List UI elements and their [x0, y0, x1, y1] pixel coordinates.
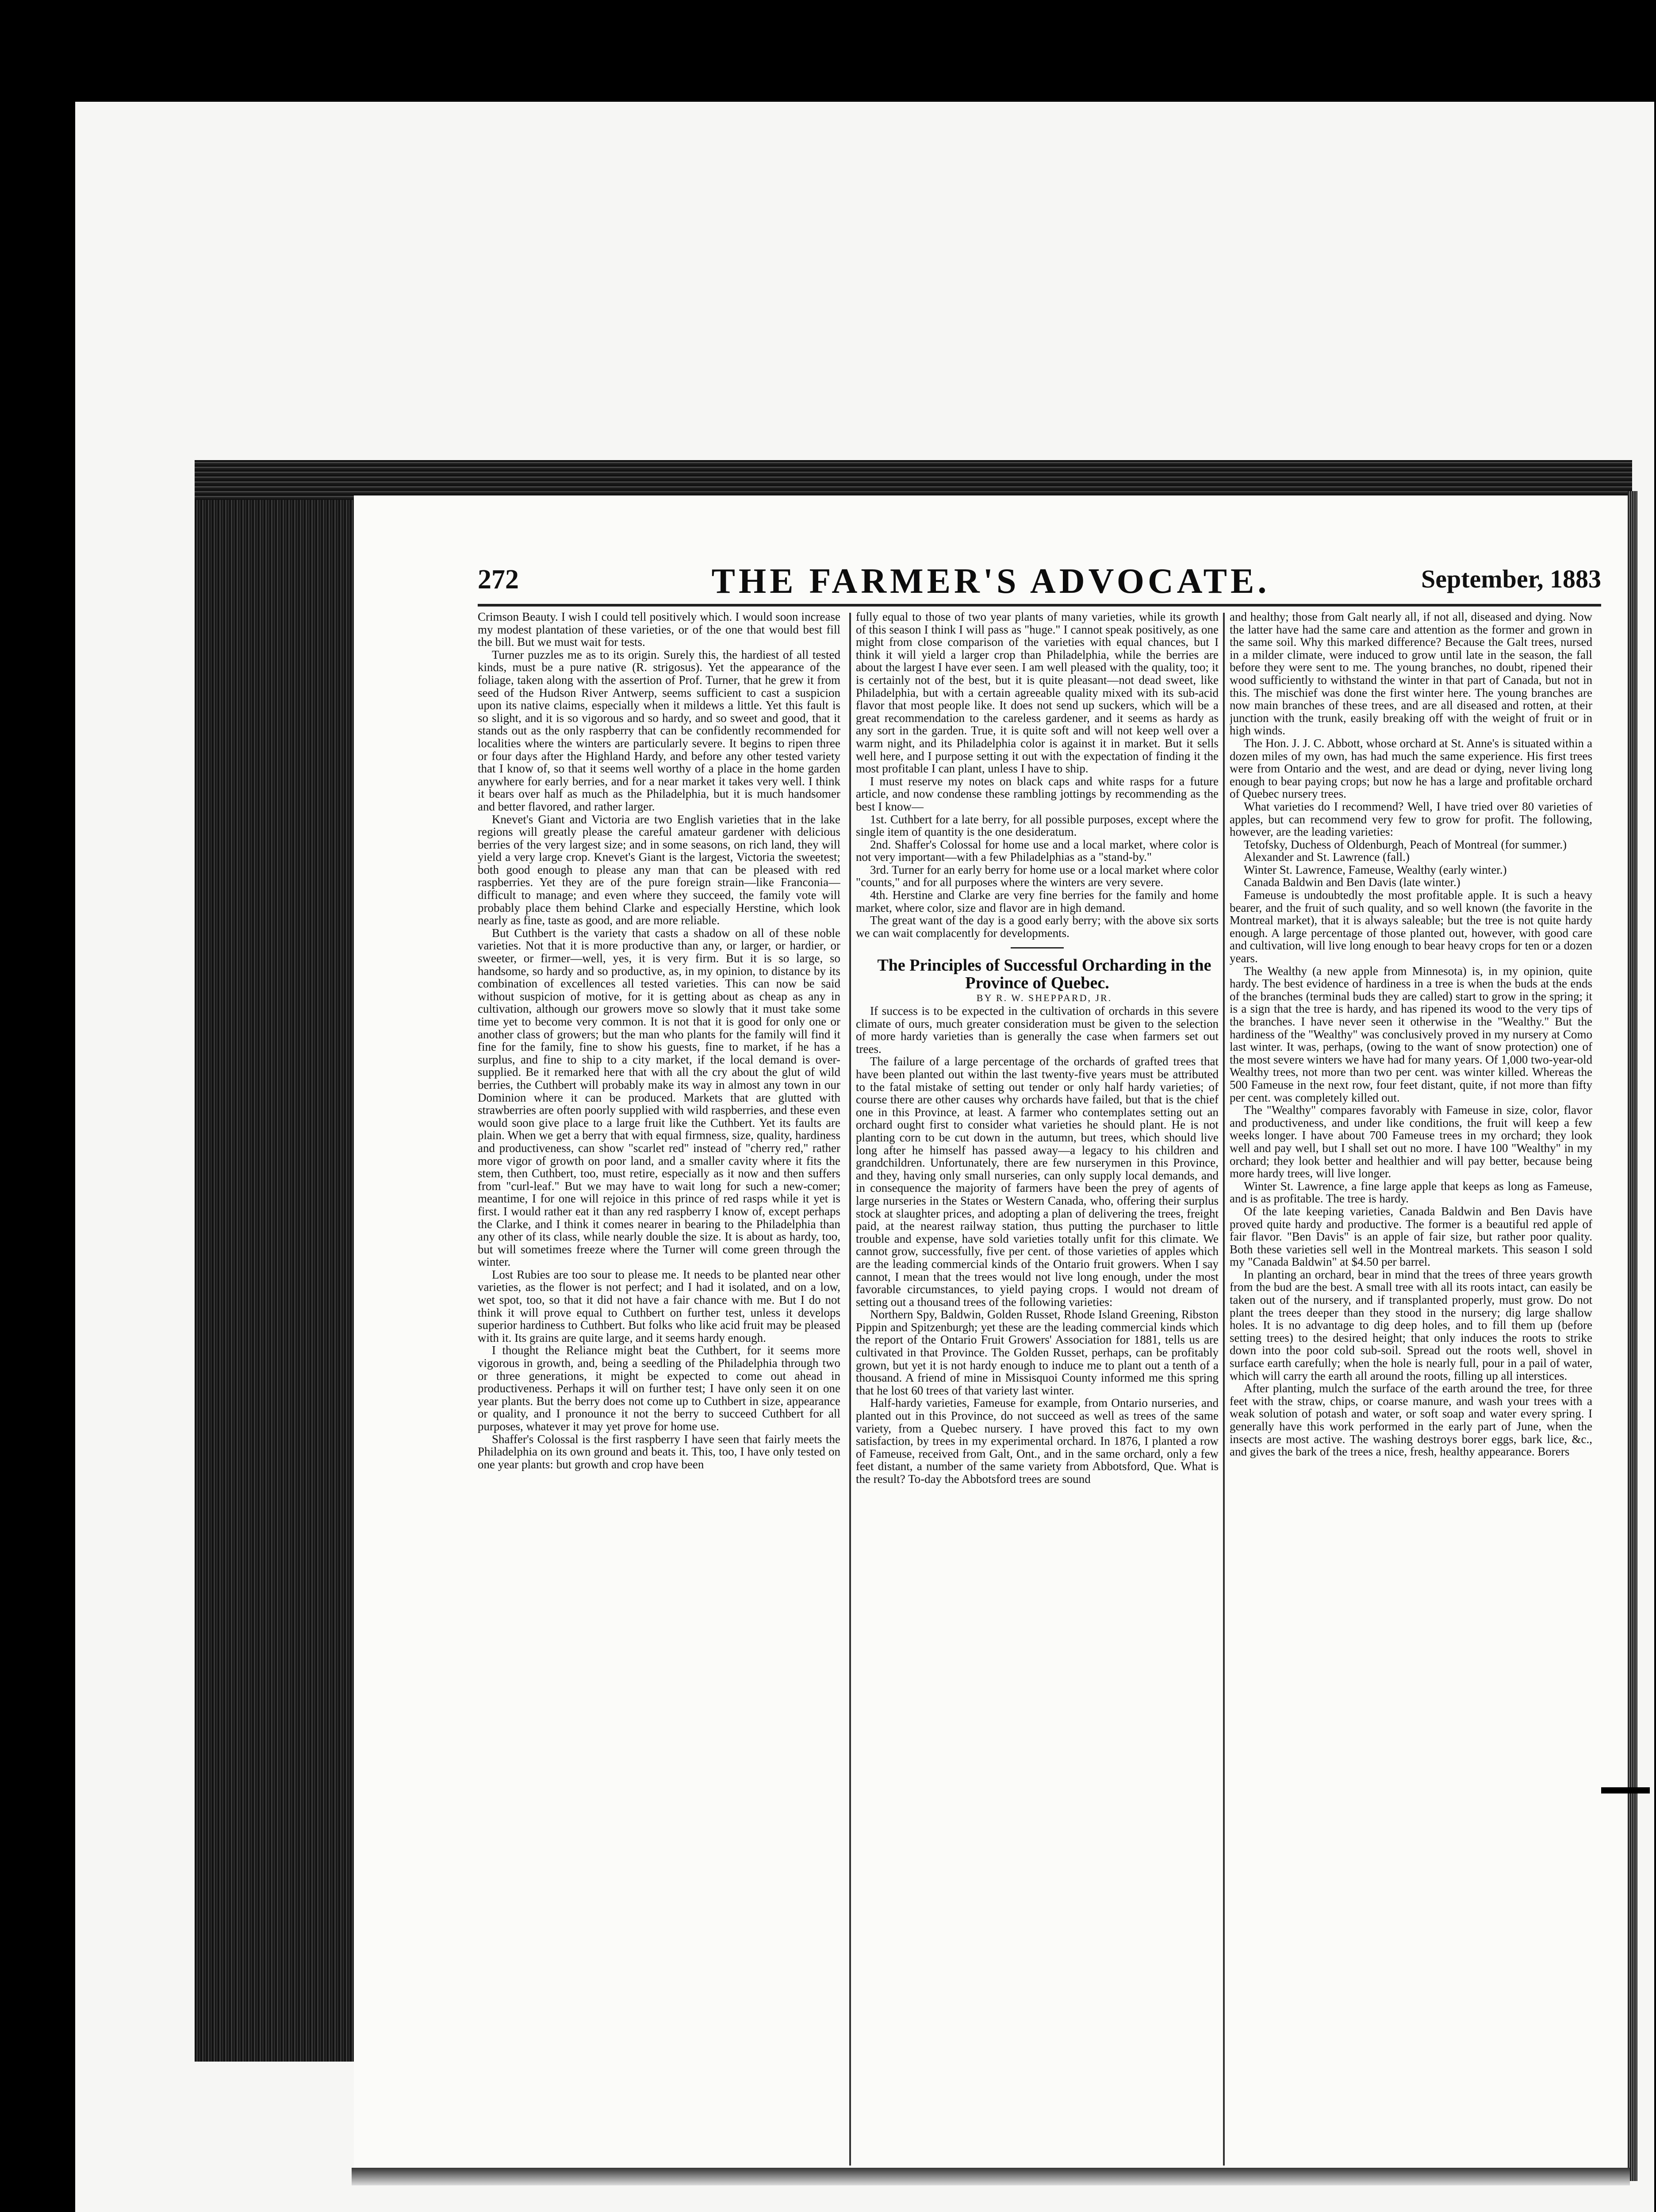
paragraph: Turner puzzles me as to its origin. Surely this, the hardiest of all tested kinds, must be a pure native (R. strigosus). Yet the appearance of the foliage, taken along with the assertion of Prof. Turner, that he grew it from seed of the Hudson River Antwerp, seems sufficient to cast a suspicion upon its native claims, especially when it mildews a little. Yet this fault is so slight, and it is so vigorous and so hardy, and so sweet and good, that it stands out as the only raspberry that can be confidently recommended for localities where the winters are particularly severe. It begins to ripen three or four days after the Highland Hardy, and before any other tested variety that I know of, so that it seems well worthy of a place in the home garden anywhere for early berries, and for a near market it takes very well. I think it bears over half as much as the Philadelphia, but it is much handsomer and better flavored, and rather larger. — [478, 648, 840, 813]
paragraph: Knevet's Giant and Victoria are two English varieties that in the lake regions will greatly please the careful amateur gardener with delicious berries of the very largest size; and in some seasons, on rich land, they will yield a very large crop. Knevet's Giant is the largest, Victoria the sweetest; both good enough to please any man that can be pleased with red raspberries. Yet they are of the pure foreign strain—like Franconia—difficult to manage; and even where they succeed, the family vote will probably place them behind Clarke and especially Herstine, which look nearly as fine, taste as good, and are more reliable. — [478, 812, 840, 927]
paragraph: Alexander and St. Lawrence (fall.) — [1244, 850, 1410, 864]
paragraph: The Hon. J. J. C. Abbott, whose orchard at St. Anne's is situated within a dozen miles of my own, has had much the same experience. His first trees were from Ontario and the west, and are dead or dying, never living long enough to bear paying crops; but now he has a large and profitable orchard of Quebec nursery trees. — [1230, 736, 1592, 801]
column-2 — [856, 611, 1219, 2172]
article-title: The Principles of Successful Orcharding in the Province of Quebec. — [877, 956, 1211, 993]
paragraph: The great want of the day is a good early berry; with the above six sorts we can wait complacently for developments. — [856, 914, 1219, 940]
paragraph: But Cuthbert is the variety that casts a shadow on all of these noble varieties. Not that it is more productive than any, or larger, or hardier, or sweeter, or firmer—well, yes, it is very firm. But it is so large, so handsome, so hardy and so productive, as, in my opinion, to distance by its combination of excellences all tested varieties. This can now be said without suspicion of motive, for it is getting about as cheap as any in cultivation, although our growers move so slowly that it must take some time yet to become very common. It is not that it is good for only one or another class of growers; but the man who plants for the family will find it fine for the family, fine to show his guests, fine to market, if he has a surplus, and fine to ship to a city market, if the local demand is over-supplied. Be it remarked here that with all the cry about the glut of wild berries, the Cuthbert will probably make its way in almost any town in our Dominion where it can be produced. Markets that are glutted with strawberries are often poorly supplied with wild raspberries, and these even would soon give place to a large fruit like the Cuthbert. Yet its faults are plain. When we get a berry that with equal firmness, size, quality, hardiness and productiveness, can show "scarlet red" instead of "cherry red," rather more vigor of growth on poor land, and a smaller cavity where it fits the stem, then Cuthbert, too, must retire, especially as it now and then suffers from "curl-leaf." But we may have to wait long for such a new-comer; meantime, I for one will rejoice in this prince of red rasps while it yet is first. I would rather eat it than any red raspberry I know of, except perhaps the Clarke, and I think it comes nearer in bearing to the Philadelphia than any other of its class, while nearly double the size. It is about as hardy, too, but will sometimes freeze where the Turner will come green through the winter. — [478, 926, 840, 1269]
book-right-edge — [1628, 491, 1637, 2181]
column-divider — [849, 613, 851, 2166]
paragraph: Shaffer's Colossal is the first raspberry I have seen that fairly meets the Philadelphia on its own ground and beats it. This, too, I have only tested on one year plants: but growth and crop have been — [478, 1432, 840, 1471]
paragraph: Lost Rubies are too sour to please me. It needs to be planted near other varieties, as the flower is not perfect; and I had it isolated, and on a low, wet spot, too, so that it did not have a fair chance with me. But I do not think it will prove equal to Cuthbert on further test, unless it develops superior hardiness to Cuthbert. But folks who like acid fruit may be pleased with it. Its grains are quite large, and it seems hardy enough. — [478, 1267, 840, 1344]
paragraph: Half-hardy varieties, Fameuse for example, from Ontario nurseries, and planted out in this Province, do not succeed as well as trees of the same variety, from a Quebec nursery. I have proved this fact to my own satisfaction, by trees in my experimental orchard. In 1876, I planted a row of Fameuse, received from Galt, Ont., and in the same orchard, only a few feet distant, a number of the same variety from Abbotsford, Que. What is the result? To-day the Abbotsford trees are sound — [856, 1396, 1219, 1486]
paragraph: Northern Spy, Baldwin, Golden Russet, Rhode Island Greening, Ribston Pippin and Spitzenburgh; yet these are the leading commercial kinds which the report of the Ontario Fruit Growers' Association for 1881, tells us are cultivated in that Province. The Golden Russet, perhaps, can be profitably grown, but yet it is not hardy enough to induce me to plant out a tenth of a thousand. A friend of mine in Missisquoi County informed me this spring that he lost 60 trees of that variety last winter. — [856, 1308, 1219, 1397]
paragraph: In planting an orchard, bear in mind that the trees of three years growth from the bud are the best. A small tree with all its roots intact, can easily be taken out of the nursery, and if transplanted properly, must grow. Do not plant the trees deeper than they stood in the nursery; dig large shallow holes. It is no advantage to dig deep holes, and to fill them up (before setting trees) to the desired height; that only induces the roots to strike down into the poor cold sub-soil. Spread out the roots well, shovel in surface earth carefully; when the hole is nearly full, pour in a pail of water, which will carry the earth all around the roots, filling up all interstices. — [1230, 1267, 1592, 1382]
header-rule — [478, 604, 1601, 607]
column-divider — [1223, 613, 1225, 2166]
paragraph: The "Wealthy" compares favorably with Fameuse in size, color, flavor and productiveness, and under like conditions, the fruit will keep a few weeks longer. I have about 700 Fameuse trees in my orchard; they look well and pay well, but I shall set out no more. I have 100 "Wealthy" in my orchard; they look better and healthier and will pay better, because being more hardy trees, will live longer. — [1230, 1103, 1592, 1180]
paragraph: 4th. Herstine and Clarke are very fine berries for the family and home market, where color, size and flavor are in high demand. — [856, 888, 1219, 914]
paragraph: Winter St. Lawrence, a fine large apple that keeps as long as Fameuse, and is as profitable. The tree is hardy. — [1230, 1179, 1592, 1206]
paragraph: 1st. Cuthbert for a late berry, for all possible purposes, except where the single item of quantity is the one desideratum. — [856, 812, 1219, 839]
page-number: 272 — [478, 565, 519, 595]
paragraph: I must reserve my notes on black caps and white rasps for a future article, and now condense these rambling jottings by recommending as the best I know— — [856, 774, 1219, 813]
paragraph: and healthy; those from Galt nearly all, if not all, diseased and dying. Now the latter have had the same care and attention as the former and grown in the same soil. Why this marked difference? Because the Galt trees, nursed in a milder climate, were induced to grow until late in the season, the fall before they were sent to me. The young branches, no doubt, ripened their wood sufficiently to withstand the winter in that part of Canada, but not in this. The mischief was done the first winter here. The young branches are now main branches of these trees, and are all diseased and rotten, at their junction with the trunk, easily breaking off with the weight of fruit or in high winds. — [1230, 611, 1592, 737]
paragraph: The failure of a large percentage of the orchards of grafted trees that have been planted out within the last twenty-five years must be attributed to the fatal mistake of setting out tender or only half hardy varieties; of course there are other causes why orchards have failed, but that is the chief one in this Province, at least. A farmer who contemplates setting out an orchard ought first to consider what varieties he should plant. He is not planting corn to be cut down in the autumn, but trees, which should live long after he himself has passed away—a legacy to his children and grandchildren. Unfortunately, there are few nurserymen in this Province, and they, having only small nurseries, can only supply local demands, and in consequence the majority of farmers have been the prey of agents of large nurseries in the States or Western Canada, who, offering their surplus stock at slaughter prices, and adopting a plan of delivering the trees, freight paid, at the nearest railway station, thus putting the purchaser to little trouble and expense, have sold varieties totally unfit for this climate. We cannot grow, successfully, five per cent. of those varieties of apples which are the leading commercial kinds of the Ontario fruit growers. When I say cannot, I mean that the trees would not live long enough, under the most favorable circumstances, to yield paying crops. I would not dream of setting out a thousand trees of the following varieties: — [856, 1055, 1219, 1309]
scan-margin-mark — [1601, 1787, 1650, 1793]
paragraph: Crimson Beauty. I wish I could tell positively which. I would soon increase my modest plantation of these varieties, or of the one that would best fill the bill. But we must wait for tests. — [478, 611, 840, 649]
column-1 — [478, 611, 840, 2172]
paragraph: Fameuse is undoubtedly the most profitable apple. It is such a heavy bearer, and the fruit of such quality, and so well known (the favorite in the Montreal market), that it is always saleable; but the tree is not quite hardy enough. A large percentage of those planted out, however, with good care and cultivation, will live long enough to bear heavy crops for ten or a dozen years. — [1230, 888, 1592, 965]
paragraph: What varieties do I recommend? Well, I have tried over 80 varieties of apples, but can recommend very few to grow for profit. The following, however, are the leading varieties: — [1230, 799, 1592, 839]
paragraph: The Wealthy (a new apple from Minnesota) is, in my opinion, quite hardy. The best evidence of hardiness in a tree is when the buds at the ends of the branches (terminal buds they are called) start to grow in the spring; it is a sign that the tree is hardy, and has ripened its wood to the very tips of the branches. I have never seen it otherwise in the "Wealthy." But the hardiness of the "Wealthy" was conclusively proved in my nursery at Como last winter. It was, perhaps, (owing to the want of snow protection) one of the most severe winters we have had for many years. Of 1,000 two-year-old Wealthy trees, not more than two per cent. was winter killed. Whereas the 500 Fameuse in the next row, four feet distant, quite, if not more than fifty per cent. was completely killed out. — [1230, 964, 1592, 1104]
masthead-title: THE FARMER'S ADVOCATE. — [711, 562, 1270, 601]
paragraph: If success is to be expected in the cultivation of orchards in this severe climate of ours, much greater consideration must be given to the selection of more hardy varieties than is generally the case when farmers set out trees. — [856, 1004, 1219, 1056]
paragraph: Winter St. Lawrence, Fameuse, Wealthy (early winter.) — [1244, 863, 1507, 876]
issue-date: September, 1883 — [1421, 565, 1601, 593]
column-3 — [1230, 611, 1592, 2172]
paragraph: Of the late keeping varieties, Canada Baldwin and Ben Davis have proved quite hardy and productive. The former is a beautiful red apple of fair flavor. "Ben Davis" is an apple of fair size, but rather poor quality. Both these varieties sell well in the Montreal markets. This season I sold my "Canada Baldwin" at $4.50 per barrel. — [1230, 1204, 1592, 1269]
page-header — [478, 564, 1601, 599]
paragraph: 3rd. Turner for an early berry for home use or a local market where color "counts," and for all purposes where the winters are very severe. — [856, 863, 1219, 889]
section-separator — [1011, 947, 1064, 949]
book-page-edges — [195, 460, 358, 2062]
paragraph: 2nd. Shaffer's Colossal for home use and a local market, where color is not very important—with a few Philadelphias as a "stand-by." — [856, 837, 1219, 864]
paragraph: Canada Baldwin and Ben Davis (late winter.) — [1244, 876, 1460, 889]
paragraph: fully equal to those of two year plants of many varieties, while its growth of this season I think I will pass as "huge." I cannot speak positively, as one might from close comparison of the varieties with equal chances, but I think it will yield a larger crop than Philadelphia, while the berries are about the largest I have ever seen. I am well pleased with the quality, too; it is certainly not of the best, but it is quite pleasant—not dead sweet, like Philadelphia, but with a certain agreeable quality mixed with its sub-acid flavor that most people like. It does not send up suckers, which will be a great recommendation to the careless gardener, and it seems as hardy as any sort in the garden. True, it is quite soft and will not keep well over a warm night, and its Philadelphia color is against it in market. But it sells well here, and I purpose setting it out with the expectation of finding it the most profitable I can plant, unless I have to ship. — [856, 611, 1219, 776]
article-byline: BY R. W. SHEPPARD, JR. — [976, 992, 1112, 1004]
paragraph: After planting, mulch the surface of the earth around the tree, for three feet with the straw, chips, or coarse manure, and wash your trees with a weak solution of potash and water, or soft soap and water every spring. I generally have this work performed in the early part of June, when the insects are most active. The washing destroys borer eggs, bark lice, &c., and gives the bark of the trees a nice, fresh, healthy appearance. Borers — [1230, 1382, 1592, 1459]
book-page-edges-top — [195, 460, 1632, 500]
paragraph: Tetofsky, Duchess of Oldenburgh, Peach of Montreal (for summer.) — [1244, 837, 1567, 851]
paragraph: I thought the Reliance might beat the Cuthbert, for it seems more vigorous in growth, and, being a seedling of the Philadelphia through two or three generations, it might be expected to come out ahead in productiveness. Perhaps it will on further test; I have only seen it on one year plants. But the berry does not come up to Cuthbert in size, appearance or quality, and I pronounce it not the berry to succeed Cuthbert for all purposes, whatever it may yet prove for home use. — [478, 1344, 840, 1433]
